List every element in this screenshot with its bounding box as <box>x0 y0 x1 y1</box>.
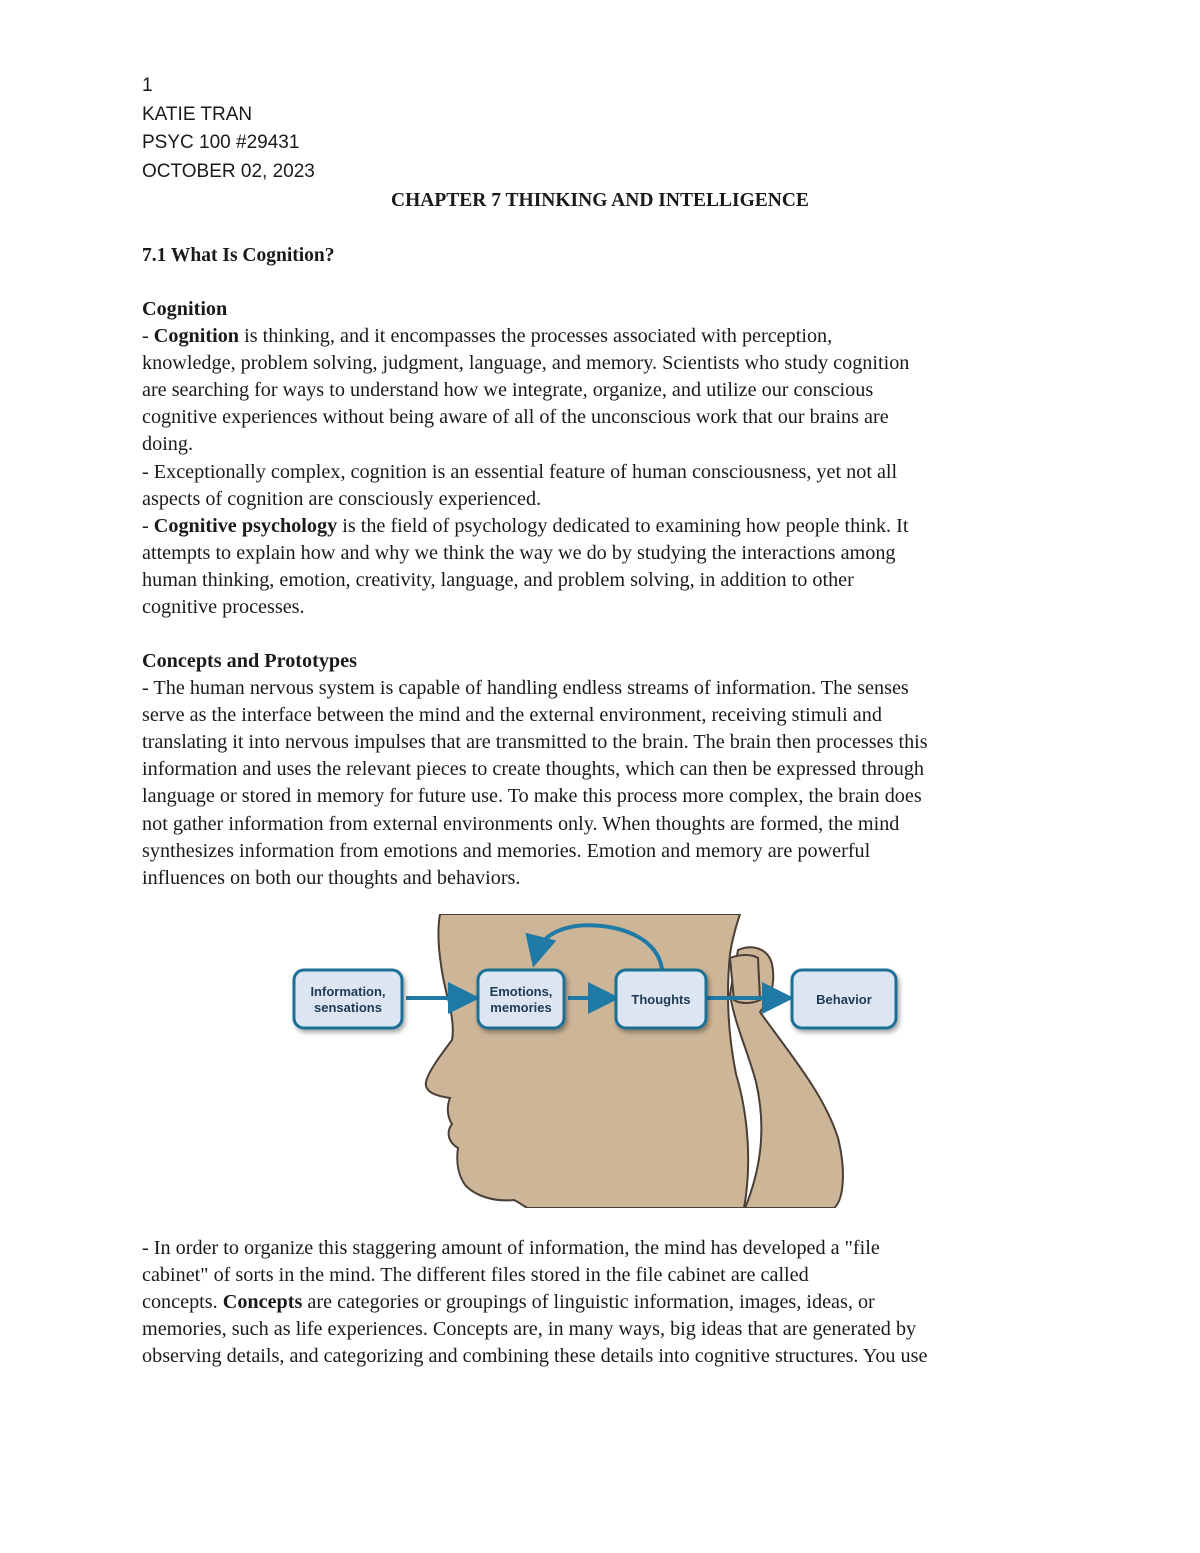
box-label: Emotions, <box>489 984 553 999</box>
paragraph-line: language or stored in memory for future use. To make this process more complex, the brain does <box>142 785 922 808</box>
paragraph-text: are categories or groupings of linguistic information, images, ideas, or <box>302 1291 875 1314</box>
paragraph-line: observing details, and categorizing and combining these details into cognitive structures. You use <box>142 1345 928 1368</box>
box-information-sensations <box>294 970 402 1028</box>
paragraph-line: aspects of cognition are consciously experienced. <box>142 487 542 510</box>
paragraph-line: information and uses the relevant pieces to create thoughts, which can then be expressed through <box>142 758 925 781</box>
concepts-section <box>142 648 1072 892</box>
cognition-heading: Cognition <box>142 298 228 320</box>
paragraph-text: is the field of psychology dedicated to examining how people think. It <box>337 514 909 537</box>
paragraph-line: - In order to organize this staggering amount of information, the mind has developed a "file <box>142 1237 880 1259</box>
paragraph-line: synthesizes information from emotions and memories. Emotion and memory are powerful <box>142 839 871 862</box>
concepts-definition-section <box>142 1235 1072 1370</box>
box-label: Thoughts <box>631 992 691 1007</box>
paragraph-line <box>142 323 1072 350</box>
head-silhouette <box>426 914 748 1208</box>
head-diagram <box>290 914 910 1208</box>
cognition-section <box>142 296 1072 621</box>
paragraph-line: doing. <box>142 433 194 456</box>
cognition-flow-figure <box>290 914 910 1208</box>
concepts-heading: Concepts and Prototypes <box>142 650 357 672</box>
course-code: PSYC 100 #29431 <box>142 132 300 153</box>
paragraph-line <box>142 513 1072 540</box>
term-cognitive-psychology: Cognitive psychology <box>153 514 338 537</box>
paragraph-text: is thinking, and it encompasses the processes associated with perception, <box>239 325 833 348</box>
box-emotions-memories <box>478 970 564 1028</box>
paragraph-line: not gather information from external environments only. When thoughts are formed, the mind <box>142 812 900 835</box>
paragraph-line: knowledge, problem solving, judgment, language, and memory. Scientists who study cognition <box>142 352 910 375</box>
paragraph-text: concepts. <box>142 1291 223 1314</box>
paragraph-line: - The human nervous system is capable of handling endless streams of information. The senses <box>142 677 909 700</box>
box-label: Behavior <box>816 992 872 1007</box>
paragraph-line: memories, such as life experiences. Concepts are, in many ways, big ideas that are generated by <box>142 1318 917 1341</box>
document-header <box>142 72 315 186</box>
paragraph-line: translating it into nervous impulses that are transmitted to the brain. The brain then processes this <box>142 731 928 754</box>
page-number: 1 <box>142 75 153 96</box>
term-concepts: Concepts <box>222 1291 303 1314</box>
section-heading: 7.1 What Is Cognition? <box>142 245 335 266</box>
paragraph-line: cognitive processes. <box>142 596 305 619</box>
paragraph-line: cabinet" of sorts in the mind. The different files stored in the file cabinet are called <box>142 1264 809 1287</box>
document-date: OCTOBER 02, 2023 <box>142 160 315 182</box>
bullet-dash: - <box>142 325 154 348</box>
hair-tie-shape <box>730 955 760 1003</box>
bullet-dash: - <box>142 514 154 537</box>
term-cognition: Cognition <box>153 325 240 348</box>
paragraph-line <box>142 1289 1072 1316</box>
paragraph-line: - Exceptionally complex, cognition is an essential feature of human consciousness, yet not all <box>142 460 898 483</box>
paragraph-line: are searching for ways to understand how we integrate, organize, and utilize our conscious <box>142 379 874 402</box>
paragraph-line: human thinking, emotion, creativity, language, and problem solving, in addition to other <box>142 568 854 591</box>
box-label: sensations <box>314 1000 382 1015</box>
paragraph-line: influences on both our thoughts and behaviors. <box>142 866 521 889</box>
box-label: Information, <box>310 984 386 999</box>
author-name: KATIE TRAN <box>142 103 253 125</box>
paragraph-line: attempts to explain how and why we think the way we do by studying the interactions among <box>142 541 896 564</box>
paragraph-line: cognitive experiences without being aware of all of the unconscious work that our brains are <box>142 406 889 429</box>
chapter-title: CHAPTER 7 THINKING AND INTELLIGENCE <box>391 190 809 211</box>
box-label: memories <box>490 1000 552 1015</box>
paragraph-line: serve as the interface between the mind and the external environment, receiving stimuli and <box>142 704 882 727</box>
